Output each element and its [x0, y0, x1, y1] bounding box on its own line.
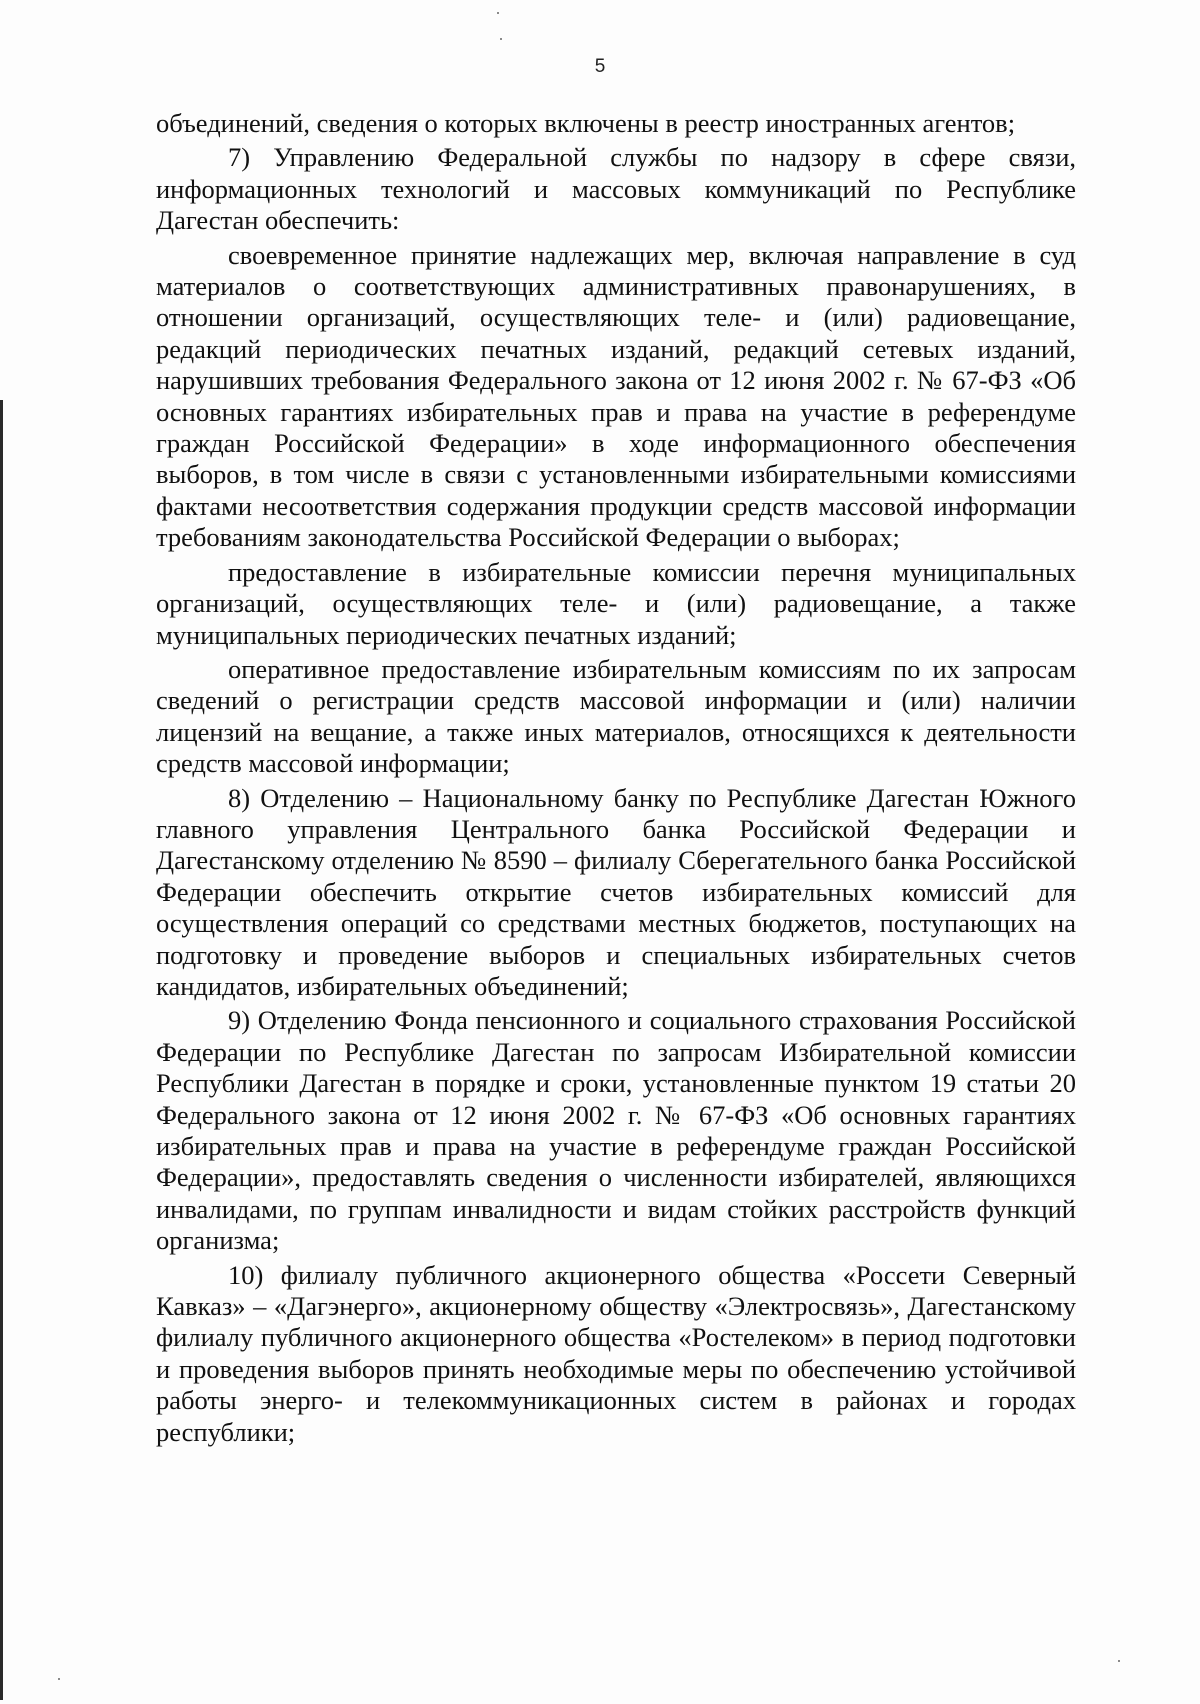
scan-speck [497, 12, 499, 14]
page-number: 5 [594, 56, 606, 77]
scan-speck [1118, 1660, 1120, 1662]
paragraph-item-7-timely-measures: своевременное принятие надлежащих мер, включая направление в суд материалов о соответствующих административных правонарушениях, в отношении организаций, осуществляющих теле- и (или) радиовещание, редакций периодических печатных изданий, редакций сетевых изданий, нарушивших требования Федерального закона от 12 июня 2002 г. № 67-ФЗ «Об основных гарантиях избирательных прав и права на участие в референдуме граждан Российской Федерации» в ходе информационного обеспечения выборов, в том числе в связи с установленными избирательными комиссиями фактами несоответствия содержания продукции средств массовой информации требованиям законодательства Российской Федерации о выборах; [156, 239, 1076, 553]
scan-speck [58, 1678, 60, 1680]
scan-edge-shadow [0, 400, 3, 1700]
paragraph-item-7-operational-provision: оперативное предоставление избирательным комиссиям по их запросам сведений о регистрации средств массовой информации и (или) наличии лицензий на вещание, а также иных материалов, относящихся к деятельности средств массовой информации; [156, 653, 1076, 779]
paragraph-continuation: объединений, сведения о которых включены в реестр иностранных агентов; [156, 108, 1016, 138]
scan-speck [500, 38, 502, 40]
paragraph-item-10: 10) филиалу публичного акционерного общества «Россети Северный Кавказ» – «Дагэнерго», акционерному обществу «Электросвязь», Дагестанскому филиалу публичного акционерного общества «Ростелеком» в период подготовки и проведения выборов принять необходимые меры по обеспечению устойчивой работы энерго- и телекоммуникационных систем в районах и городах республики; [156, 1259, 1076, 1447]
paragraph-item-8: 8) Отделению – Национальному банку по Республике Дагестан Южного главного управления Центрального банка Российской Федерации и Дагестанскому отделению № 8590 – филиалу Сберегательного банка Российской Федерации обеспечить открытие счетов избирательных комиссий для осуществления операций со средствами местных бюджетов, поступающих на подготовку и проведение выборов и специальных избирательных счетов кандидатов, избирательных объединений; [156, 782, 1076, 1001]
paragraph-item-7: 7) Управлению Федеральной службы по надзору в сфере связи, информационных технологий и массовых коммуникаций по Республике Дагестан обеспечить: [156, 142, 1076, 236]
paragraph-item-9: 9) Отделению Фонда пенсионного и социального страхования Российской Федерации по Республике Дагестан по запросам Избирательной комиссии Республики Дагестан в порядке и сроки, установленные пунктом 19 статьи 20 Федерального закона от 12 июня 2002 г. № 67-ФЗ «Об основных гарантиях избирательных прав и права на участие в референдуме граждан Российской Федерации», предоставлять сведения о численности избирателей, являющихся инвалидами, по группам инвалидности и видам стойких расстройств функций организма; [156, 1005, 1076, 1256]
paragraph-item-7-list-provision: предоставление в избирательные комиссии перечня муниципальных организаций, осуществляющих теле- и (или) радиовещание, а также муниципальных периодических печатных изданий; [156, 556, 1076, 650]
document-body [156, 108, 1076, 1448]
